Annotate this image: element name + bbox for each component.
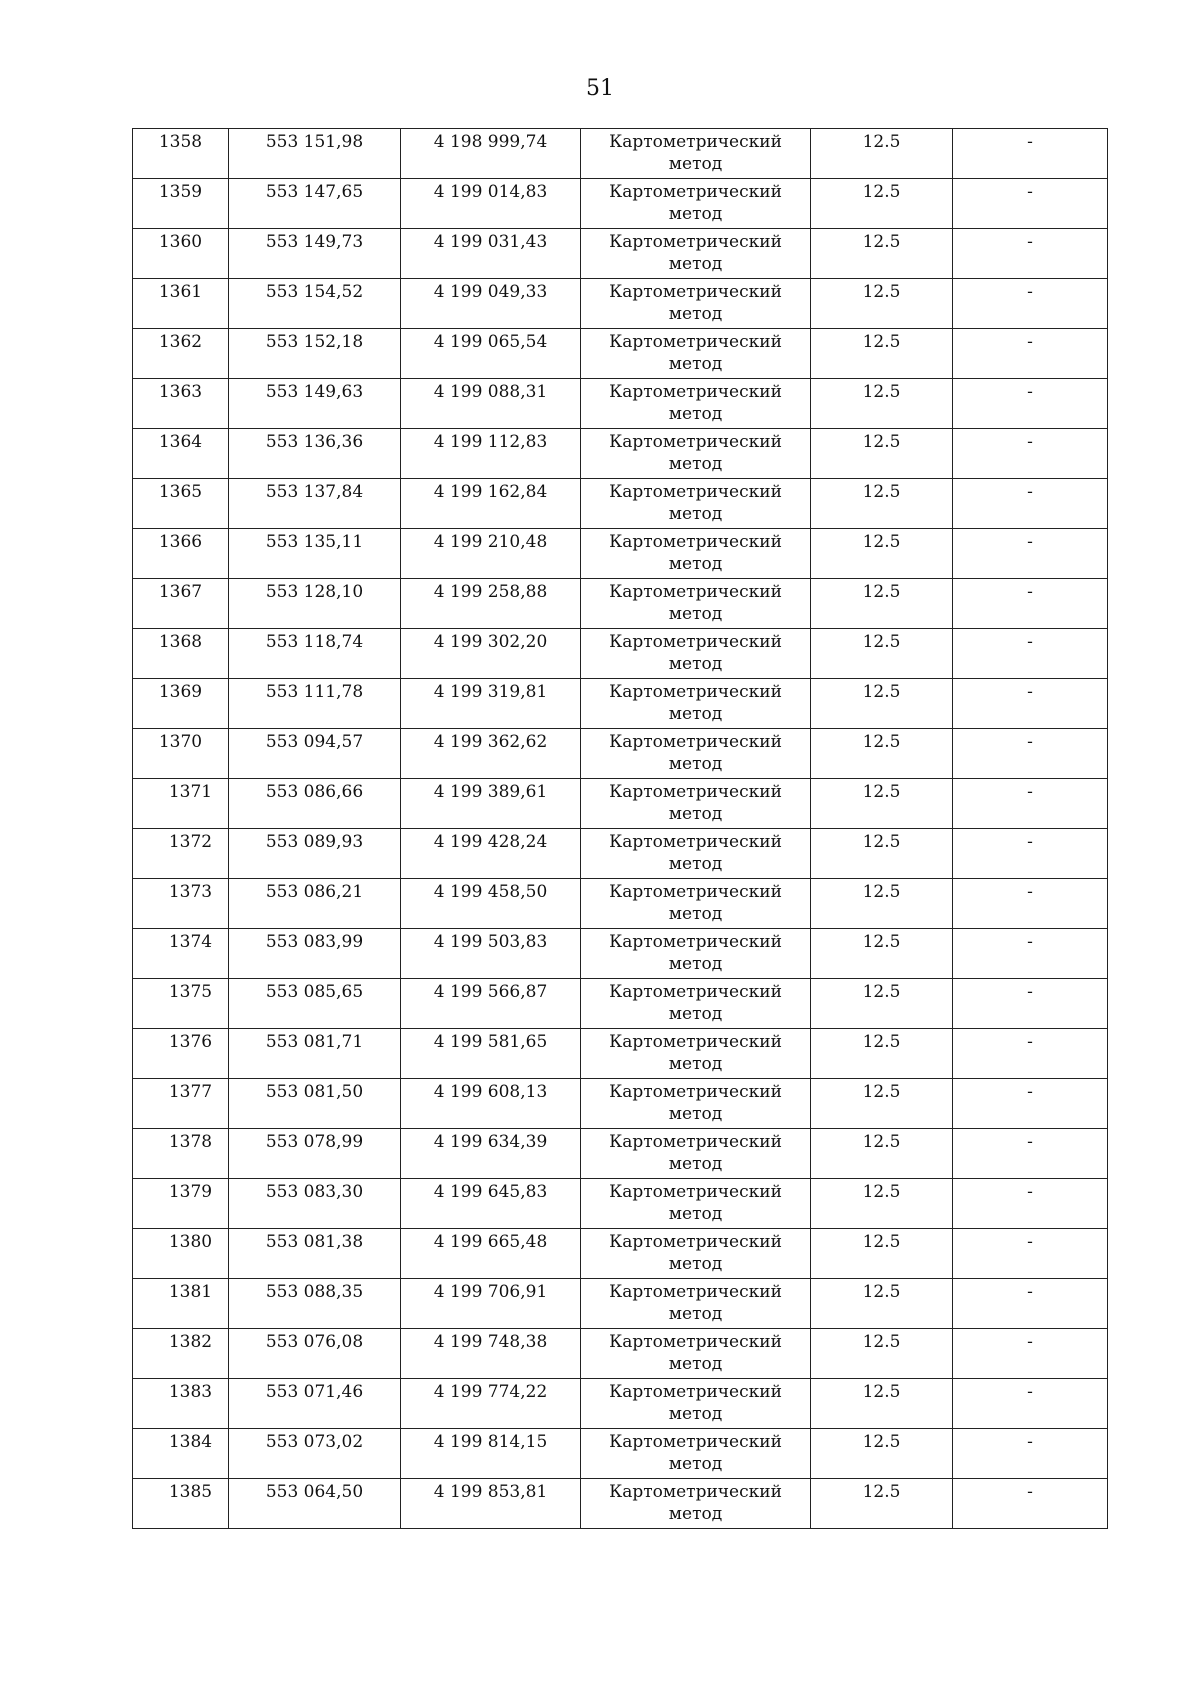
table-row xyxy=(133,829,1108,879)
y-coordinate-cell: 4 199 774,22 xyxy=(401,1379,581,1429)
method-cell: Картометрический метод xyxy=(581,1129,811,1179)
x-coordinate-cell: 553 089,93 xyxy=(229,829,401,879)
method-cell: Картометрический метод xyxy=(581,929,811,979)
y-coordinate-cell: 4 199 645,83 xyxy=(401,1179,581,1229)
x-coordinate-cell: 553 086,21 xyxy=(229,879,401,929)
method-cell: Картометрический метод xyxy=(581,429,811,479)
point-number-cell: 1383 xyxy=(133,1379,229,1429)
note-cell: - xyxy=(953,1329,1108,1379)
y-coordinate-cell: 4 199 065,54 xyxy=(401,329,581,379)
table-row xyxy=(133,279,1108,329)
method-cell: Картометрический метод xyxy=(581,1479,811,1529)
note-cell: - xyxy=(953,1029,1108,1079)
note-cell: - xyxy=(953,1379,1108,1429)
point-number-cell: 1368 xyxy=(133,629,229,679)
point-number-cell: 1366 xyxy=(133,529,229,579)
accuracy-cell: 12.5 xyxy=(811,1429,953,1479)
accuracy-cell: 12.5 xyxy=(811,429,953,479)
y-coordinate-cell: 4 199 302,20 xyxy=(401,629,581,679)
x-coordinate-cell: 553 151,98 xyxy=(229,129,401,179)
point-number-cell: 1361 xyxy=(133,279,229,329)
y-coordinate-cell: 4 198 999,74 xyxy=(401,129,581,179)
note-cell: - xyxy=(953,129,1108,179)
note-cell: - xyxy=(953,1479,1108,1529)
note-cell: - xyxy=(953,1229,1108,1279)
note-cell: - xyxy=(953,729,1108,779)
point-number-cell: 1364 xyxy=(133,429,229,479)
y-coordinate-cell: 4 199 112,83 xyxy=(401,429,581,479)
note-cell: - xyxy=(953,379,1108,429)
table-row xyxy=(133,679,1108,729)
x-coordinate-cell: 553 094,57 xyxy=(229,729,401,779)
x-coordinate-cell: 553 128,10 xyxy=(229,579,401,629)
x-coordinate-cell: 553 076,08 xyxy=(229,1329,401,1379)
y-coordinate-cell: 4 199 503,83 xyxy=(401,929,581,979)
accuracy-cell: 12.5 xyxy=(811,929,953,979)
x-coordinate-cell: 553 149,73 xyxy=(229,229,401,279)
point-number-cell: 1380 xyxy=(133,1229,229,1279)
point-number-cell: 1365 xyxy=(133,479,229,529)
accuracy-cell: 12.5 xyxy=(811,329,953,379)
table-row xyxy=(133,1329,1108,1379)
y-coordinate-cell: 4 199 210,48 xyxy=(401,529,581,579)
table-row xyxy=(133,929,1108,979)
note-cell: - xyxy=(953,579,1108,629)
accuracy-cell: 12.5 xyxy=(811,1179,953,1229)
point-number-cell: 1379 xyxy=(133,1179,229,1229)
accuracy-cell: 12.5 xyxy=(811,529,953,579)
accuracy-cell: 12.5 xyxy=(811,179,953,229)
y-coordinate-cell: 4 199 748,38 xyxy=(401,1329,581,1379)
note-cell: - xyxy=(953,1279,1108,1329)
table-row xyxy=(133,179,1108,229)
table-row xyxy=(133,529,1108,579)
table-row xyxy=(133,729,1108,779)
method-cell: Картометрический метод xyxy=(581,1329,811,1379)
point-number-cell: 1372 xyxy=(133,829,229,879)
y-coordinate-cell: 4 199 706,91 xyxy=(401,1279,581,1329)
y-coordinate-cell: 4 199 014,83 xyxy=(401,179,581,229)
point-number-cell: 1385 xyxy=(133,1479,229,1529)
point-number-cell: 1358 xyxy=(133,129,229,179)
y-coordinate-cell: 4 199 088,31 xyxy=(401,379,581,429)
accuracy-cell: 12.5 xyxy=(811,979,953,1029)
x-coordinate-cell: 553 073,02 xyxy=(229,1429,401,1479)
table-row xyxy=(133,1479,1108,1529)
y-coordinate-cell: 4 199 853,81 xyxy=(401,1479,581,1529)
table-row xyxy=(133,479,1108,529)
method-cell: Картометрический метод xyxy=(581,529,811,579)
table-row xyxy=(133,629,1108,679)
point-number-cell: 1369 xyxy=(133,679,229,729)
method-cell: Картометрический метод xyxy=(581,229,811,279)
y-coordinate-cell: 4 199 814,15 xyxy=(401,1429,581,1479)
x-coordinate-cell: 553 071,46 xyxy=(229,1379,401,1429)
method-cell: Картометрический метод xyxy=(581,829,811,879)
method-cell: Картометрический метод xyxy=(581,479,811,529)
y-coordinate-cell: 4 199 031,43 xyxy=(401,229,581,279)
accuracy-cell: 12.5 xyxy=(811,1479,953,1529)
x-coordinate-cell: 553 083,99 xyxy=(229,929,401,979)
accuracy-cell: 12.5 xyxy=(811,1079,953,1129)
note-cell: - xyxy=(953,429,1108,479)
table-row xyxy=(133,1129,1108,1179)
table-row xyxy=(133,879,1108,929)
accuracy-cell: 12.5 xyxy=(811,579,953,629)
table-row xyxy=(133,329,1108,379)
method-cell: Картометрический метод xyxy=(581,1229,811,1279)
coordinates-table-body xyxy=(133,129,1108,1529)
table-row xyxy=(133,779,1108,829)
note-cell: - xyxy=(953,829,1108,879)
point-number-cell: 1381 xyxy=(133,1279,229,1329)
table-row xyxy=(133,1229,1108,1279)
method-cell: Картометрический метод xyxy=(581,629,811,679)
accuracy-cell: 12.5 xyxy=(811,279,953,329)
method-cell: Картометрический метод xyxy=(581,1079,811,1129)
accuracy-cell: 12.5 xyxy=(811,229,953,279)
method-cell: Картометрический метод xyxy=(581,379,811,429)
table-row xyxy=(133,979,1108,1029)
x-coordinate-cell: 553 152,18 xyxy=(229,329,401,379)
method-cell: Картометрический метод xyxy=(581,129,811,179)
accuracy-cell: 12.5 xyxy=(811,1129,953,1179)
method-cell: Картометрический метод xyxy=(581,1029,811,1079)
accuracy-cell: 12.5 xyxy=(811,779,953,829)
note-cell: - xyxy=(953,1079,1108,1129)
note-cell: - xyxy=(953,1129,1108,1179)
y-coordinate-cell: 4 199 362,62 xyxy=(401,729,581,779)
point-number-cell: 1359 xyxy=(133,179,229,229)
table-row xyxy=(133,1029,1108,1079)
y-coordinate-cell: 4 199 162,84 xyxy=(401,479,581,529)
accuracy-cell: 12.5 xyxy=(811,379,953,429)
accuracy-cell: 12.5 xyxy=(811,1379,953,1429)
note-cell: - xyxy=(953,979,1108,1029)
note-cell: - xyxy=(953,629,1108,679)
table-row xyxy=(133,579,1108,629)
x-coordinate-cell: 553 081,71 xyxy=(229,1029,401,1079)
table-row xyxy=(133,129,1108,179)
x-coordinate-cell: 553 086,66 xyxy=(229,779,401,829)
x-coordinate-cell: 553 064,50 xyxy=(229,1479,401,1529)
point-number-cell: 1362 xyxy=(133,329,229,379)
y-coordinate-cell: 4 199 258,88 xyxy=(401,579,581,629)
method-cell: Картометрический метод xyxy=(581,279,811,329)
note-cell: - xyxy=(953,329,1108,379)
x-coordinate-cell: 553 111,78 xyxy=(229,679,401,729)
y-coordinate-cell: 4 199 665,48 xyxy=(401,1229,581,1279)
note-cell: - xyxy=(953,879,1108,929)
point-number-cell: 1367 xyxy=(133,579,229,629)
note-cell: - xyxy=(953,279,1108,329)
table-row xyxy=(133,379,1108,429)
point-number-cell: 1370 xyxy=(133,729,229,779)
y-coordinate-cell: 4 199 566,87 xyxy=(401,979,581,1029)
method-cell: Картометрический метод xyxy=(581,179,811,229)
x-coordinate-cell: 553 136,36 xyxy=(229,429,401,479)
y-coordinate-cell: 4 199 319,81 xyxy=(401,679,581,729)
method-cell: Картометрический метод xyxy=(581,1179,811,1229)
y-coordinate-cell: 4 199 049,33 xyxy=(401,279,581,329)
accuracy-cell: 12.5 xyxy=(811,829,953,879)
y-coordinate-cell: 4 199 458,50 xyxy=(401,879,581,929)
method-cell: Картометрический метод xyxy=(581,1379,811,1429)
x-coordinate-cell: 553 078,99 xyxy=(229,1129,401,1179)
method-cell: Картометрический метод xyxy=(581,679,811,729)
point-number-cell: 1374 xyxy=(133,929,229,979)
note-cell: - xyxy=(953,229,1108,279)
x-coordinate-cell: 553 149,63 xyxy=(229,379,401,429)
x-coordinate-cell: 553 118,74 xyxy=(229,629,401,679)
accuracy-cell: 12.5 xyxy=(811,629,953,679)
table-row xyxy=(133,1079,1108,1129)
point-number-cell: 1382 xyxy=(133,1329,229,1379)
note-cell: - xyxy=(953,529,1108,579)
x-coordinate-cell: 553 085,65 xyxy=(229,979,401,1029)
method-cell: Картометрический метод xyxy=(581,1279,811,1329)
y-coordinate-cell: 4 199 634,39 xyxy=(401,1129,581,1179)
y-coordinate-cell: 4 199 428,24 xyxy=(401,829,581,879)
x-coordinate-cell: 553 088,35 xyxy=(229,1279,401,1329)
point-number-cell: 1371 xyxy=(133,779,229,829)
accuracy-cell: 12.5 xyxy=(811,479,953,529)
table-row xyxy=(133,1279,1108,1329)
accuracy-cell: 12.5 xyxy=(811,1279,953,1329)
note-cell: - xyxy=(953,1429,1108,1479)
table-row xyxy=(133,229,1108,279)
method-cell: Картометрический метод xyxy=(581,979,811,1029)
point-number-cell: 1384 xyxy=(133,1429,229,1479)
method-cell: Картометрический метод xyxy=(581,579,811,629)
accuracy-cell: 12.5 xyxy=(811,679,953,729)
point-number-cell: 1376 xyxy=(133,1029,229,1079)
point-number-cell: 1375 xyxy=(133,979,229,1029)
method-cell: Картометрический метод xyxy=(581,1429,811,1479)
method-cell: Картометрический метод xyxy=(581,779,811,829)
method-cell: Картометрический метод xyxy=(581,329,811,379)
accuracy-cell: 12.5 xyxy=(811,129,953,179)
coordinates-table xyxy=(132,128,1108,1529)
method-cell: Картометрический метод xyxy=(581,879,811,929)
note-cell: - xyxy=(953,1179,1108,1229)
note-cell: - xyxy=(953,779,1108,829)
note-cell: - xyxy=(953,679,1108,729)
accuracy-cell: 12.5 xyxy=(811,729,953,779)
x-coordinate-cell: 553 083,30 xyxy=(229,1179,401,1229)
accuracy-cell: 12.5 xyxy=(811,1329,953,1379)
y-coordinate-cell: 4 199 608,13 xyxy=(401,1079,581,1129)
point-number-cell: 1360 xyxy=(133,229,229,279)
table-row xyxy=(133,1379,1108,1429)
x-coordinate-cell: 553 154,52 xyxy=(229,279,401,329)
x-coordinate-cell: 553 137,84 xyxy=(229,479,401,529)
point-number-cell: 1377 xyxy=(133,1079,229,1129)
accuracy-cell: 12.5 xyxy=(811,879,953,929)
table-row xyxy=(133,1179,1108,1229)
point-number-cell: 1373 xyxy=(133,879,229,929)
method-cell: Картометрический метод xyxy=(581,729,811,779)
x-coordinate-cell: 553 081,50 xyxy=(229,1079,401,1129)
table-row xyxy=(133,1429,1108,1479)
accuracy-cell: 12.5 xyxy=(811,1029,953,1079)
note-cell: - xyxy=(953,479,1108,529)
point-number-cell: 1363 xyxy=(133,379,229,429)
page-number: 51 xyxy=(586,76,614,101)
point-number-cell: 1378 xyxy=(133,1129,229,1179)
y-coordinate-cell: 4 199 389,61 xyxy=(401,779,581,829)
x-coordinate-cell: 553 081,38 xyxy=(229,1229,401,1279)
note-cell: - xyxy=(953,179,1108,229)
table-row xyxy=(133,429,1108,479)
note-cell: - xyxy=(953,929,1108,979)
y-coordinate-cell: 4 199 581,65 xyxy=(401,1029,581,1079)
x-coordinate-cell: 553 135,11 xyxy=(229,529,401,579)
accuracy-cell: 12.5 xyxy=(811,1229,953,1279)
x-coordinate-cell: 553 147,65 xyxy=(229,179,401,229)
